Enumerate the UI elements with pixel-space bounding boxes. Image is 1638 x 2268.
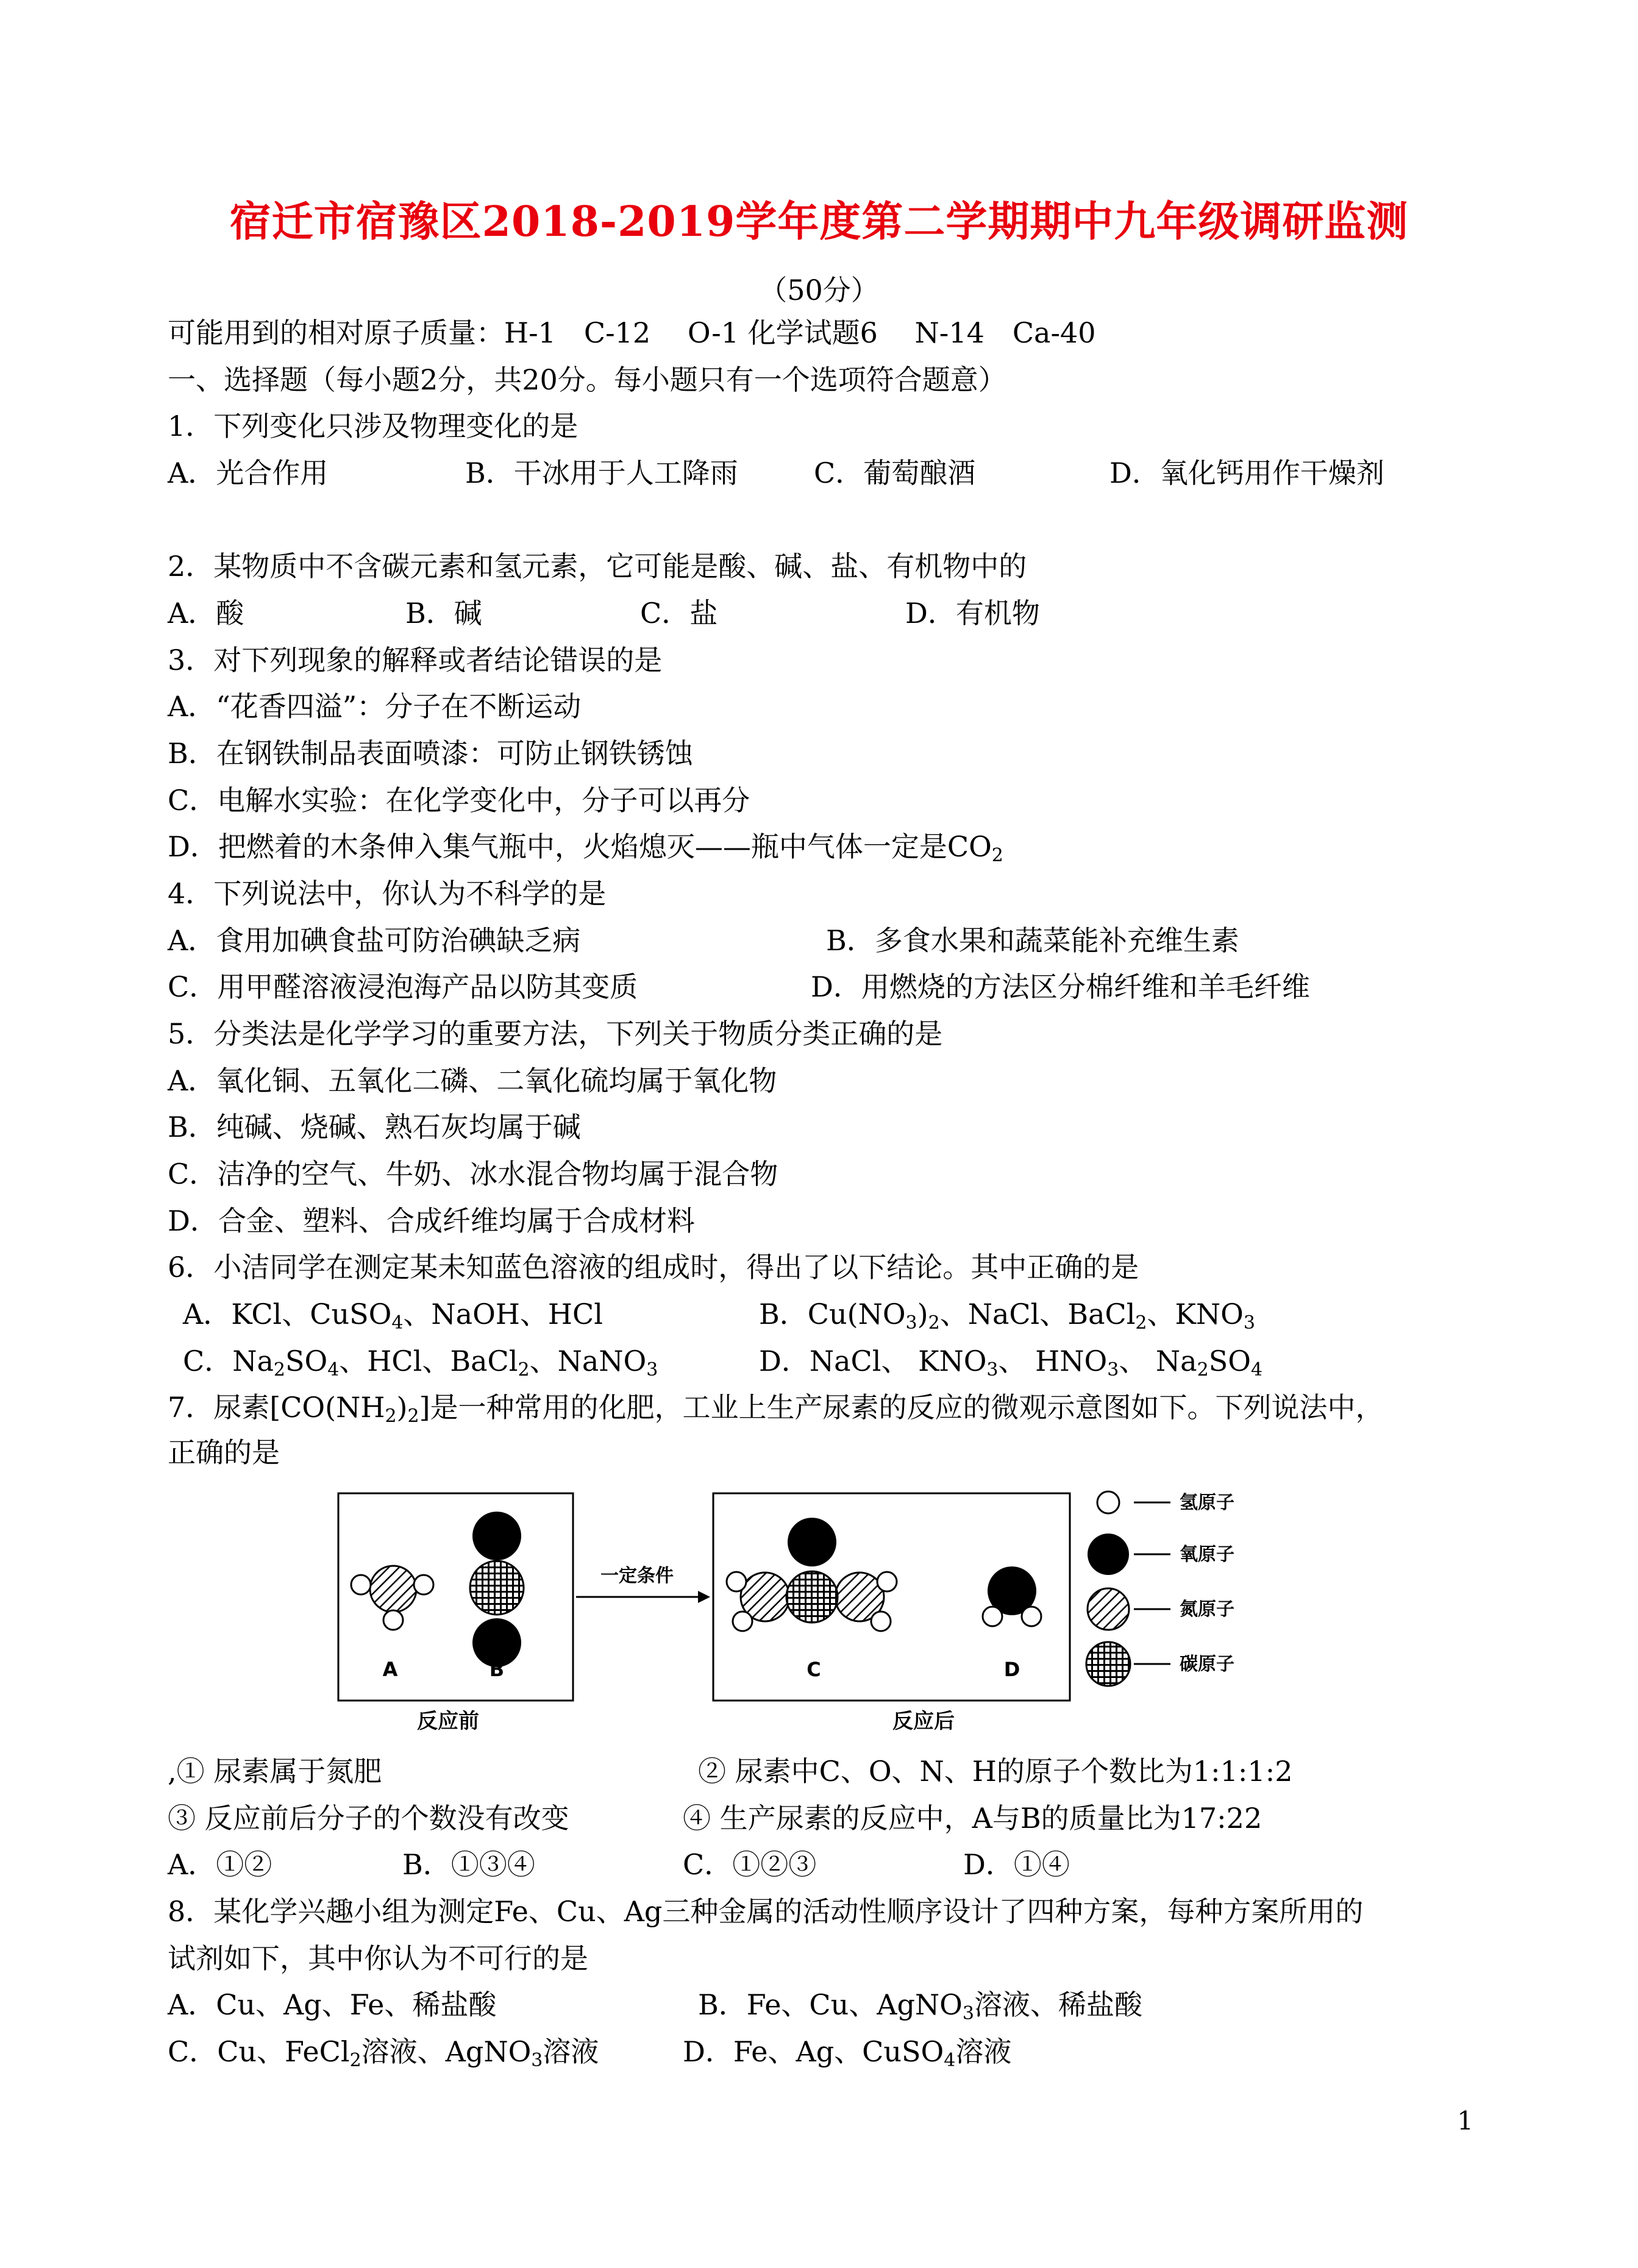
- legend-carbon: 碳原子: [1180, 1654, 1234, 1675]
- atomic-masses: 可能用到的相对原子质量：H-1 C-12 O-1 化学试题6 N-14 Ca-40: [168, 316, 1096, 349]
- label-c: C: [807, 1658, 821, 1681]
- q6-stem: 6．小洁同学在测定某未知蓝色溶液的组成时，得出了以下结论。其中正确的是: [168, 1251, 1139, 1284]
- q2-option-c: C．盐: [640, 597, 718, 630]
- q1-option-a: A．光合作用: [168, 457, 329, 489]
- q7-option-d: D．①④: [963, 1848, 1070, 1881]
- q4-stem: 4．下列说法中，你认为不科学的是: [168, 877, 607, 910]
- q2-option-b: B．碱: [405, 597, 482, 630]
- label-after: 反应后: [892, 1709, 955, 1731]
- section-heading: 一、选择题（每小题2分，共20分。每小题只有一个选项符合题意）: [168, 363, 1006, 396]
- molecule-a: [351, 1566, 433, 1630]
- q6-option-a: A．KCl、CuSO$_4$、NaOH、HCl: [183, 1298, 603, 1334]
- page-number: 1: [1457, 2106, 1473, 2136]
- q8-option-d: D．Fe、Ag、CuSO$_4$溶液: [683, 2035, 1012, 2071]
- score-note: （50分）: [759, 274, 879, 307]
- page-title: 宿迁市宿豫区2018-2019学年度第二学期期中九年级调研监测: [229, 197, 1409, 246]
- q1-option-d: D．氧化钙用作干燥剂: [1109, 457, 1384, 489]
- q7-option-a: A．①②: [168, 1848, 272, 1881]
- q5-option-b: B．纯碱、烧碱、熟石灰均属于碱: [168, 1111, 581, 1143]
- q2-option-d: D．有机物: [905, 597, 1040, 630]
- q3-option-b: B．在钢铁制品表面喷漆：可防止钢铁锈蚀: [168, 737, 693, 770]
- q7-statement-3: ③ 反应前后分子的个数没有改变: [168, 1802, 569, 1835]
- q4-option-b: B．多食水果和蔬菜能补充维生素: [826, 924, 1239, 957]
- molecule-d: [983, 1566, 1041, 1626]
- reaction-diagram: [329, 1481, 1366, 1731]
- q3-option-a: A．“花香四溢”：分子在不断运动: [168, 690, 582, 723]
- molecule-b: [470, 1512, 524, 1667]
- q2-option-a: A．酸: [168, 597, 244, 630]
- q8-stem-line2: 试剂如下，其中你认为不可行的是: [168, 1942, 588, 1975]
- q5-stem: 5．分类法是化学学习的重要方法，下列关于物质分类正确的是: [168, 1017, 943, 1050]
- legend-oxygen: 氧原子: [1180, 1544, 1234, 1565]
- q7-option-c: C．①②③: [683, 1848, 817, 1881]
- q7-stem-line1: 7．尿素$[CO(NH_2)_2]$是一种常用的化肥，工业上生产尿素的反应的微观示意图如下。下列说法中，: [168, 1391, 1384, 1427]
- q1-option-c: C．葡萄酿酒: [814, 457, 976, 489]
- q7-stem-line2: 正确的是: [168, 1436, 280, 1469]
- legend-hydrogen: 氢原子: [1180, 1492, 1234, 1513]
- legend-nitrogen: 氮原子: [1180, 1599, 1234, 1620]
- q4-option-a: A．食用加碘食盐可防治碘缺乏病: [168, 924, 581, 957]
- q7-statement-1: ,① 尿素属于氮肥: [168, 1755, 382, 1788]
- q6-option-c: C．$Na_2SO_4$、HCl、BaCl$_2$、NaNO$_3$: [183, 1345, 658, 1381]
- q3-stem: 3．对下列现象的解释或者结论错误的是: [168, 644, 663, 677]
- q3-option-d: D．把燃着的木条伸入集气瓶中，火焰熄灭——瓶中气体一定是$CO_2$: [168, 830, 1003, 866]
- q7-statement-4: ④ 生产尿素的反应中，A与B的质量比为17:22: [683, 1802, 1262, 1835]
- arrow-label: 一定条件: [600, 1565, 674, 1587]
- q8-option-a: A．Cu、Ag、Fe、稀盐酸: [168, 1988, 497, 2021]
- q1-stem: 1．下列变化只涉及物理变化的是: [168, 410, 579, 443]
- q4-option-c: C．用甲醛溶液浸泡海产品以防其变质: [168, 970, 638, 1003]
- q5-option-d: D．合金、塑料、合成纤维均属于合成材料: [168, 1204, 695, 1237]
- q5-option-a: A．氧化铜、五氧化二磷、二氧化硫均属于氧化物: [168, 1064, 777, 1097]
- q7-option-b: B．①③④: [402, 1848, 535, 1881]
- q8-option-c: C．Cu、FeCl$_2$溶液、AgNO$_3$溶液: [168, 2035, 599, 2071]
- molecule-c: [727, 1518, 897, 1631]
- q6-option-d: D．NaCl、 $KNO_3$、 $HNO_3$、 $Na_2SO_4$: [759, 1345, 1263, 1381]
- legend: [1086, 1491, 1234, 1686]
- q2-stem: 2．某物质中不含碳元素和氢元素，它可能是酸、碱、盐、有机物中的: [168, 550, 1027, 583]
- q1-option-b: B．干冰用于人工降雨: [465, 457, 738, 489]
- label-before: 反应前: [417, 1709, 479, 1731]
- label-d: D: [1003, 1658, 1020, 1681]
- q4-option-d: D．用燃烧的方法区分棉纤维和羊毛纤维: [811, 970, 1310, 1003]
- q8-stem-line1: 8．某化学兴趣小组为测定Fe、Cu、Ag三种金属的活动性顺序设计了四种方案，每种方案所用的: [168, 1895, 1364, 1928]
- q7-statement-2: ② 尿素中C、O、N、H的原子个数比为1:1:1:2: [698, 1755, 1293, 1788]
- q3-option-c: C．电解水实验：在化学变化中，分子可以再分: [168, 784, 750, 817]
- q8-option-b: B．Fe、Cu、AgNO$_3$溶液、稀盐酸: [698, 1988, 1142, 2024]
- label-b: B: [489, 1658, 505, 1681]
- label-a: A: [382, 1658, 398, 1681]
- q6-option-b: B．$Cu(NO_3)_2$、NaCl、BaCl$_2$、$KNO_3$: [759, 1298, 1255, 1334]
- q5-option-c: C．洁净的空气、牛奶、冰水混合物均属于混合物: [168, 1157, 778, 1190]
